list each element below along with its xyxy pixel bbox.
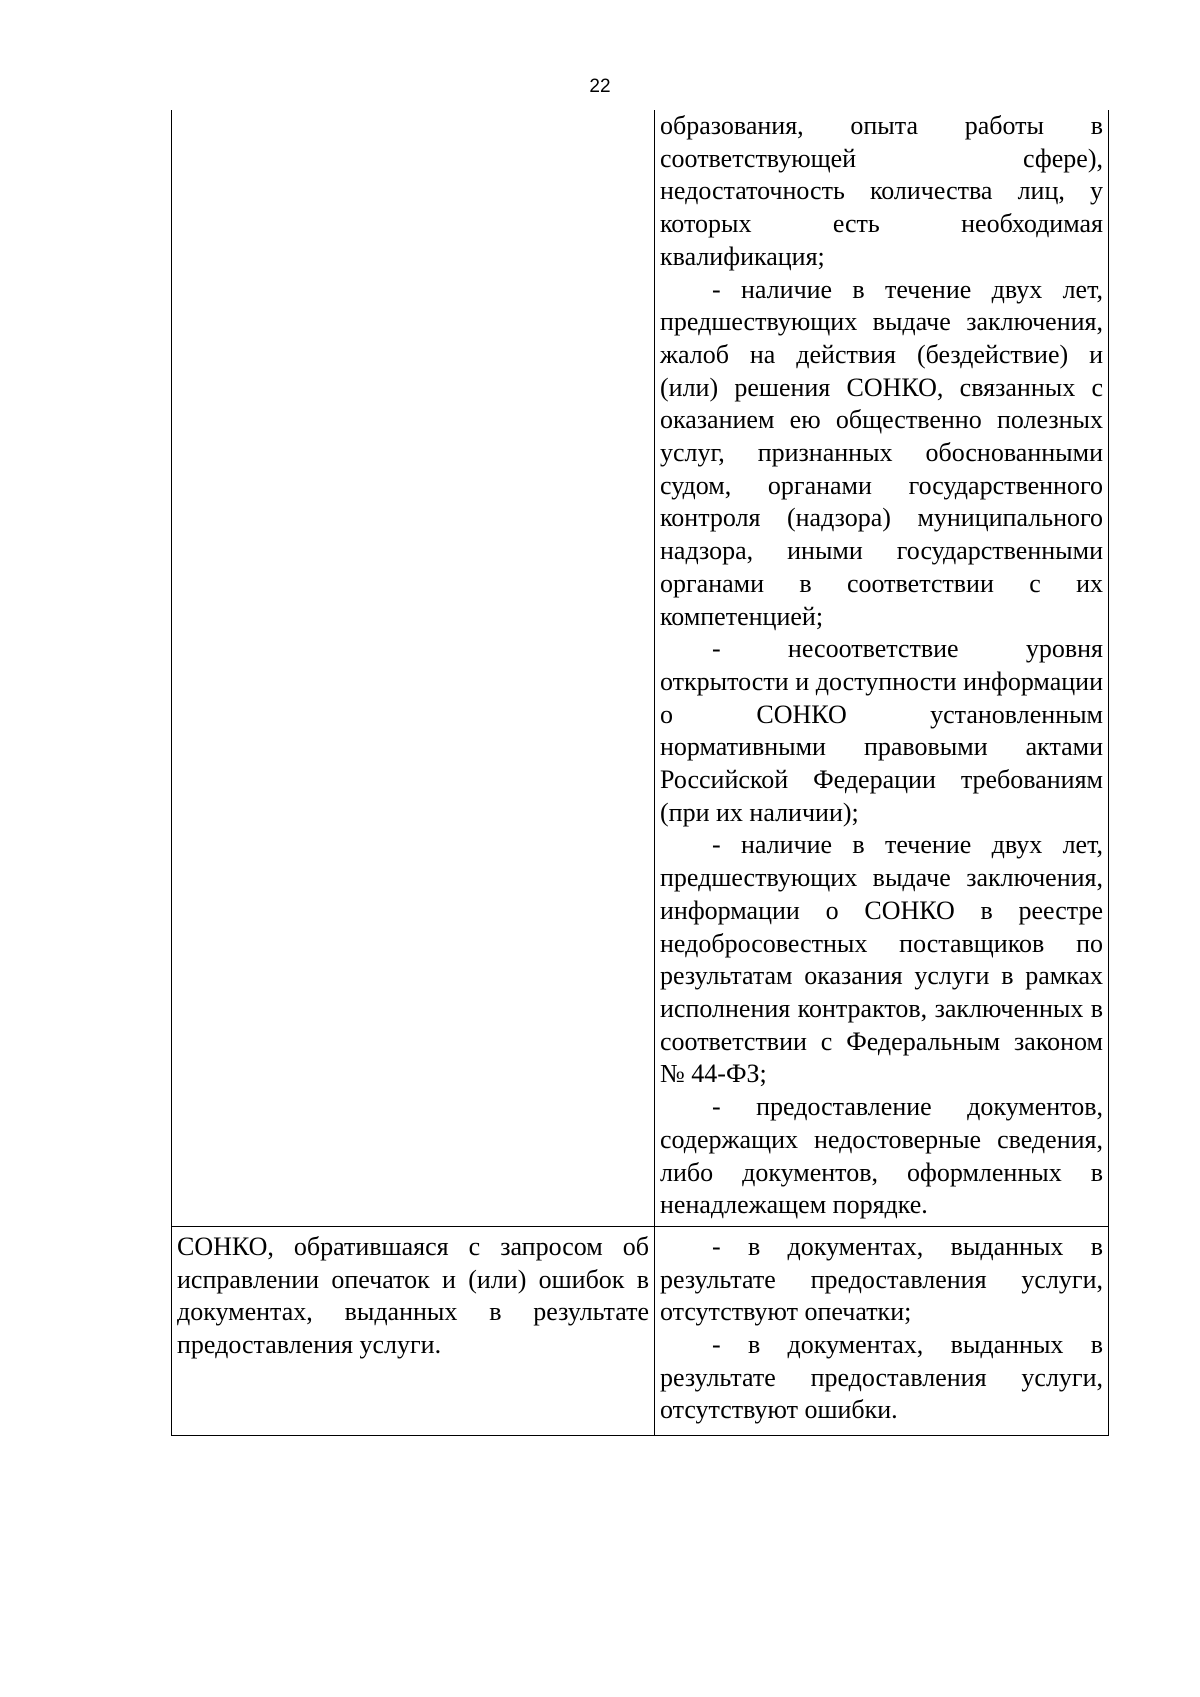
table-row	[172, 110, 1109, 1226]
document-table	[171, 110, 1109, 1436]
paragraph: - наличие в течение двух лет, предшествующих выдаче заключения, жалоб на действия (бездействие) и (или) решения СОНКО, связанных с оказанием ею общественно полезных услуг, признанных обоснованными судом, органами государственного контроля (надзора) муниципального надзора, иными государственными органами в соответствии с их компетенцией;	[660, 274, 1103, 631]
table-cell-left	[172, 1226, 655, 1435]
paragraph: образования, опыта работы в соответствующей сфере), недостаточность количества лиц, у которых есть необходимая квалификация;	[660, 111, 1103, 271]
paragraph: - в документах, выданных в результате предоставления услуги, отсутствуют ошибки.	[660, 1330, 1103, 1425]
paragraph: - наличие в течение двух лет, предшествующих выдаче заключения, информации о СОНКО в реестре недобросовестных поставщиков по результатам оказания услуги в рамках исполнения контрактов, заключенных в соответствии с Федеральным законом № 44-ФЗ;	[660, 830, 1103, 1089]
page-number: 22	[589, 76, 611, 97]
paragraph: - в документах, выданных в результате предоставления услуги, отсутствуют опечатки;	[660, 1231, 1103, 1327]
table-row	[172, 1226, 1109, 1435]
paragraph: - несоответствие уровня открытости и доступности информации о СОНКО установленным нормативными правовыми актами Российской Федерации требованиям (при их наличии);	[660, 634, 1103, 827]
table-cell-right	[655, 1226, 1109, 1435]
paragraph: - предоставление документов, содержащих недостоверные сведения, либо документов, оформленных в ненадлежащем порядке.	[660, 1092, 1103, 1220]
table-cell-right	[655, 110, 1109, 1226]
table-cell-left	[172, 110, 655, 1226]
paragraph: СОНКО, обратившаяся с запросом об исправлении опечаток и (или) ошибок в документах, выданных в результате предоставления услуги.	[177, 1231, 649, 1360]
